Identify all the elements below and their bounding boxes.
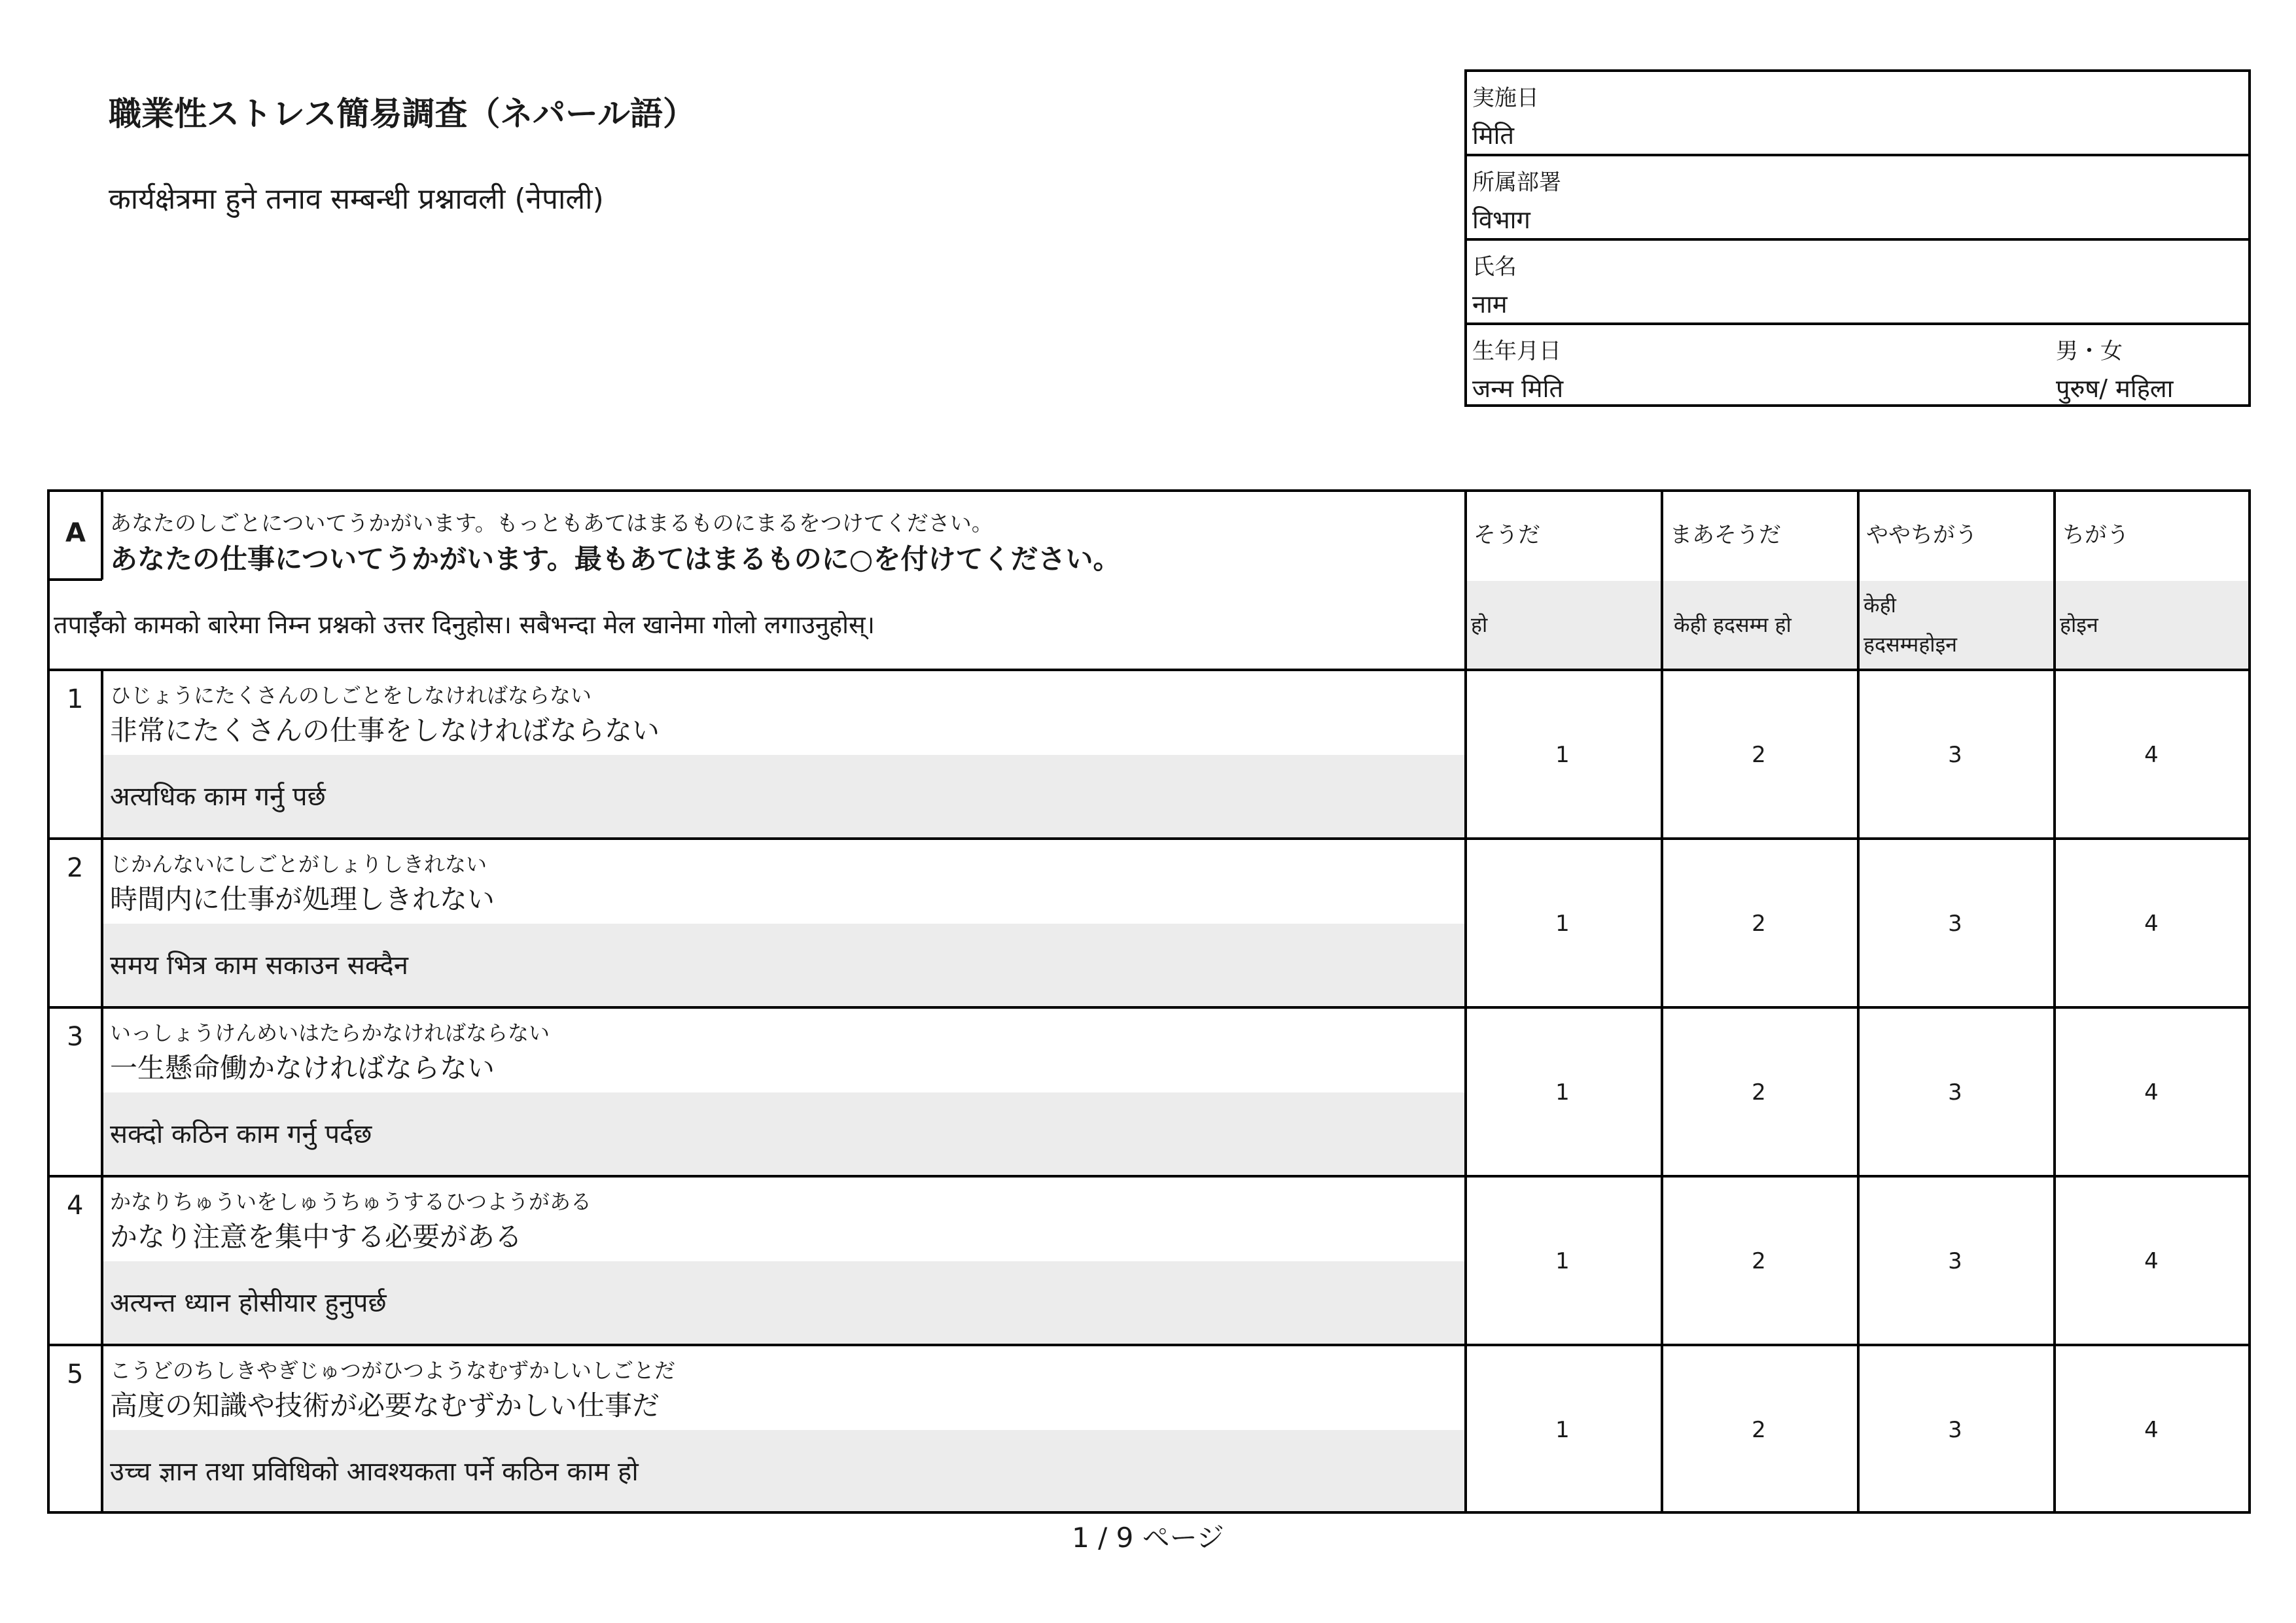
section-label: A: [65, 518, 86, 548]
q5-option-4[interactable]: 4: [2144, 1417, 2159, 1443]
q4-option-3[interactable]: 3: [1948, 1248, 1962, 1274]
q1-furigana: ひじょうにたくさんのしごとをしなければならない: [110, 683, 592, 708]
q4-furigana: かなりちゅういをしゅうちゅうするひつようがある: [110, 1189, 592, 1214]
q2-number: 2: [67, 853, 84, 883]
q3-text-ne: सक्दो कठिन काम गर्नु पर्दछ: [110, 1119, 372, 1149]
q3-option-4[interactable]: 4: [2144, 1079, 2159, 1106]
q2-option-1[interactable]: 1: [1555, 911, 1570, 937]
col-1-header-ja: そうだ: [1474, 522, 1540, 548]
col-4-header-ja: ちがう: [2062, 522, 2129, 548]
q5-option-2[interactable]: 2: [1752, 1417, 1766, 1443]
table-border-bottom: [47, 1511, 2251, 1514]
q3-option-3[interactable]: 3: [1948, 1079, 1962, 1106]
col-3-header-ja: ややちがう: [1866, 522, 1977, 548]
page-subtitle: कार्यक्षेत्रमा हुने तनाव सम्बन्धी प्रश्नावली (नेपाली): [109, 183, 604, 216]
date-label-ja: 実施日: [1472, 85, 1539, 111]
q1-option-1[interactable]: 1: [1555, 742, 1570, 768]
date-label-ne: मिति: [1472, 121, 1515, 150]
birthdate-field[interactable]: [1467, 325, 2248, 410]
q4-option-2[interactable]: 2: [1752, 1248, 1766, 1274]
page-title: 職業性ストレス簡易調査（ネパール語）: [109, 95, 696, 133]
q4-text-ne: अत्यन्त ध्यान होसीयार हुनुपर्छ: [110, 1288, 387, 1318]
q5-option-3[interactable]: 3: [1948, 1417, 1962, 1443]
header-row-divider: [47, 669, 2251, 671]
q3-furigana: いっしょうけんめいはたらかなければならない: [110, 1021, 550, 1045]
department-label-ne: विभाग: [1472, 205, 1530, 234]
q4-option-1[interactable]: 1: [1555, 1248, 1570, 1274]
q5-number: 5: [67, 1359, 84, 1389]
q2-text-ne: समय भित्र काम सकाउन सक्दैन: [110, 951, 408, 981]
q1-text-ja: 非常にたくさんの仕事をしなければならない: [110, 714, 660, 746]
column-divider: [1661, 489, 1663, 1514]
table-border-left: [47, 489, 50, 1514]
q4-text-ja: かなり注意を集中する必要がある: [110, 1221, 523, 1253]
row-divider: [47, 1175, 2251, 1178]
col-2-header-ne: केही हदसम्म हो: [1674, 612, 1792, 637]
q5-option-1[interactable]: 1: [1555, 1417, 1570, 1443]
q2-option-2[interactable]: 2: [1752, 911, 1766, 937]
section-label-box-right: [101, 489, 103, 580]
q5-text-ja: 高度の知識や技術が必要なむずかしい仕事だ: [110, 1389, 660, 1422]
row-divider: [47, 837, 2251, 840]
q5-furigana: こうどのちしきやぎじゅつがひつようなむずかしいしごとだ: [110, 1358, 676, 1383]
q3-option-1[interactable]: 1: [1555, 1079, 1570, 1106]
col-1-header-ne: हो: [1471, 612, 1488, 637]
q2-option-3[interactable]: 3: [1948, 911, 1962, 937]
q1-number: 1: [67, 684, 84, 714]
date-field[interactable]: [1467, 72, 2248, 156]
birthdate-label-ja: 生年月日: [1472, 338, 1561, 364]
q4-option-4[interactable]: 4: [2144, 1248, 2159, 1274]
birthdate-label-ne: जन्म मिति: [1472, 374, 1564, 403]
col-2-header-ja: まあそうだ: [1670, 522, 1781, 548]
q1-option-4[interactable]: 4: [2144, 742, 2159, 768]
table-border-right: [2248, 489, 2251, 1514]
table-border-top: [47, 489, 2251, 492]
instruction-furigana: あなたのしごとについてうかがいます。もっともあてはまるものにまるをつけてください。: [110, 510, 993, 536]
column-divider: [2053, 489, 2056, 1514]
q1-text-ne: अत्यधिक काम गर्नु पर्छ: [110, 782, 326, 812]
q2-furigana: じかんないにしごとがしょりしきれない: [110, 852, 487, 877]
number-column-divider: [101, 669, 103, 1512]
col-4-header-ne: होइन: [2060, 612, 2098, 637]
q1-option-3[interactable]: 3: [1948, 742, 1962, 768]
instruction-ne: तपाईँको कामको बारेमा निम्न प्रश्नको उत्तर दिनुहोस। सबैभन्दा मेल खानेमा गोलो लगाउनुहोस्।: [54, 610, 875, 639]
row-divider: [47, 1006, 2251, 1009]
gender-label-ja[interactable]: 男・女: [2056, 338, 2123, 364]
row-divider: [47, 1344, 2251, 1346]
q2-option-4[interactable]: 4: [2144, 911, 2159, 937]
q2-text-ja: 時間内に仕事が処理しきれない: [110, 883, 495, 915]
instruction-ja: あなたの仕事についてうかがいます。最もあてはまるものに○を付けてください。: [110, 543, 1121, 575]
col-3-header-ne-line2: हदसम्महोइन: [1863, 632, 1958, 657]
q1-option-2[interactable]: 2: [1752, 742, 1766, 768]
q3-option-2[interactable]: 2: [1752, 1079, 1766, 1106]
section-label-box-bottom: [47, 578, 102, 581]
name-field[interactable]: [1467, 241, 2248, 325]
department-field[interactable]: [1467, 156, 2248, 241]
col-3-header-ne-line1: केही: [1863, 593, 1896, 618]
column-divider: [1464, 489, 1467, 1514]
q4-number: 4: [67, 1191, 84, 1221]
q3-number: 3: [67, 1022, 84, 1052]
respondent-info-box: [1464, 69, 2251, 407]
column-divider: [1857, 489, 1860, 1514]
page-number: 1 / 9 ページ: [1072, 1522, 1224, 1554]
gender-label-ne[interactable]: पुरुष/ महिला: [2056, 374, 2174, 403]
department-label-ja: 所属部署: [1472, 169, 1561, 196]
q5-text-ne: उच्च ज्ञान तथा प्रविधिको आवश्यकता पर्ने कठिन काम हो: [110, 1457, 639, 1487]
name-label-ne: नाम: [1472, 290, 1508, 319]
name-label-ja: 氏名: [1472, 254, 1517, 280]
questionnaire-table: [47, 489, 2251, 1514]
q3-text-ja: 一生懸命働かなければならない: [110, 1052, 495, 1084]
